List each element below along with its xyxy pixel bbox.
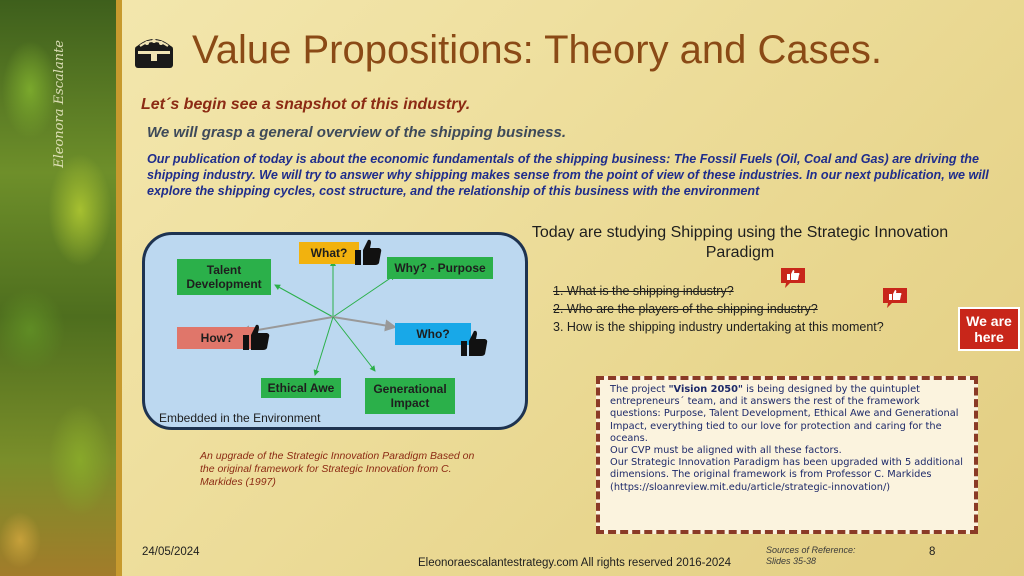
note-text-2: is being designed by the quintuplet entrepreneurs´ team, and it answers the rest of the framework questions: Purpose, Talent Development, Ethical Awe and Generational Impact, everything tied to our love for protection and caring for the oceans. [610, 384, 959, 444]
note-project-name: "Vision 2050" [668, 384, 744, 395]
right-title: Today are studying Shipping using the Strategic Innovation Paradigm [531, 224, 949, 261]
intro-paragraph: Our publication of today is about the economic fundamentals of the shipping business: The Fossil Fuels (Oil, Coal and Gas) are driving the shipping industry. We will try to answer why shipping makes sense from the point of view of these industries. In our next publication, we will explore the shipping cycles, cost structure, and the relationship of this business with the environment [147, 152, 989, 198]
thumbs-up-icon [459, 328, 489, 358]
sources-reference [766, 545, 856, 567]
thumbs-up-icon [241, 322, 271, 352]
embedded-label: Embedded in the Environment [159, 411, 321, 425]
intro-line-2: We will grasp a general overview of the shipping business. [147, 124, 566, 141]
strategic-innovation-diagram [142, 232, 528, 430]
talent-development-box: Talent Development [177, 259, 271, 295]
question-1: 1. What is the shipping industry? [553, 284, 734, 298]
generational-impact-box: Generational Impact [365, 378, 455, 414]
ethical-awe-box: Ethical Awe [261, 378, 341, 398]
thumbs-up-icon [353, 237, 383, 267]
note-text-4: Our Strategic Innovation Paradigm has been upgraded with 5 additional dimensions. The original framework is from Professor C. Markides (https://sloanreview.mit.edu/article/strategic-innovation/) [610, 457, 963, 493]
question-2: 2. Who are the players of the shipping industry? [553, 302, 818, 316]
footer-copyright: Eleonoraescalantestrategy.com All rights reserved 2016-2024 [418, 557, 732, 569]
sources-line-1: Sources of Reference: [766, 545, 856, 555]
slide-date: 24/05/2024 [142, 546, 200, 558]
note-text-1: The project [610, 384, 669, 395]
how-box: How? [177, 327, 257, 349]
vision-2050-note [596, 376, 978, 534]
why-purpose-box: Why? - Purpose [387, 257, 493, 279]
page-number: 8 [929, 546, 936, 558]
note-text-3: Our CVP must be aligned with all these factors. [610, 445, 842, 457]
artist-signature: Eleonora Escalante [52, 40, 67, 168]
divider-line [116, 0, 122, 576]
sources-line-2: Slides 35-38 [766, 556, 817, 566]
slide-title: Value Propositions: Theory and Cases. [192, 28, 883, 72]
question-3: 3. How is the shipping industry undertaking at this moment? [553, 320, 884, 334]
thumbs-up-speech-bubble-icon [882, 287, 908, 309]
diagram-caption: An upgrade of the Strategic Innovation Paradigm Based on the original framework for Strategic Innovation from C. Markides (1997) [200, 450, 475, 488]
we-are-here-marker: We are here [958, 307, 1020, 351]
who-box: Who? [395, 323, 471, 345]
treasure-chest-icon [132, 32, 176, 72]
intro-line-1: Let´s begin see a snapshot of this industry. [141, 96, 471, 113]
what-box: What? [299, 242, 359, 264]
thumbs-up-speech-bubble-icon [780, 267, 806, 289]
decorative-leaf-strip [0, 0, 116, 576]
